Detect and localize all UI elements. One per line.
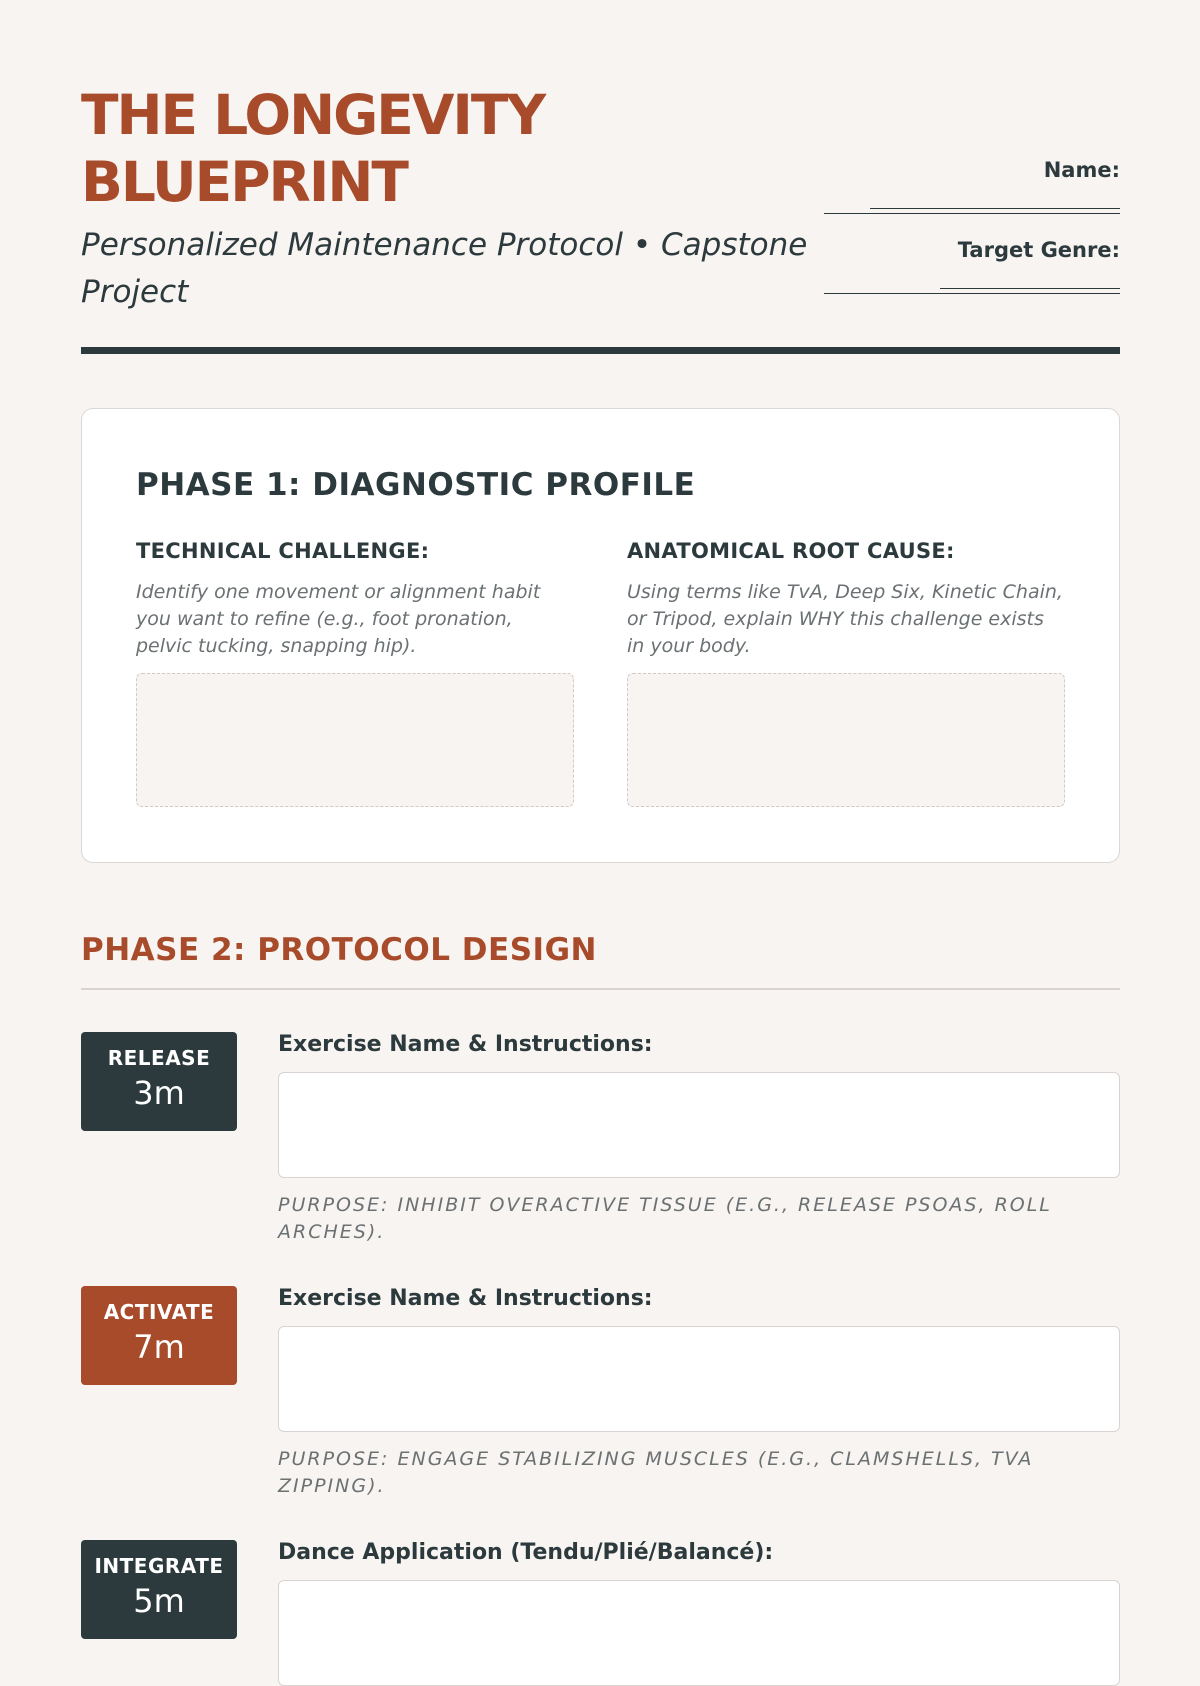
technical-challenge-hint: Identify one movement or alignment habit you want to refine (e.g., foot pronation, pelvic tucking, snapping hip). (136, 581, 541, 657)
dance-application-label: Dance Application (Tendu/Plié/Balancé): (278, 1540, 774, 1565)
name-label: Name: (1043, 158, 1120, 182)
integrate-badge (81, 1540, 237, 1639)
badge-time: 5m (133, 1582, 185, 1620)
release-badge (81, 1032, 237, 1131)
root-cause-heading: ANATOMICAL ROOT CAUSE: (627, 539, 955, 563)
activate-exercise-input[interactable] (278, 1326, 1120, 1432)
badge-label: INTEGRATE (94, 1554, 224, 1578)
technical-challenge-answer-box[interactable] (136, 673, 574, 807)
technical-challenge-heading: TECHNICAL CHALLENGE: (136, 539, 430, 563)
phase1-card (81, 408, 1120, 863)
step-body (278, 1540, 1120, 1686)
dance-application-input[interactable] (278, 1580, 1120, 1686)
phase1-title: PHASE 1: DIAGNOSTIC PROFILE (136, 467, 696, 503)
document-header (81, 82, 1120, 354)
step-body (278, 1286, 1120, 1500)
genre-field[interactable] (824, 264, 1120, 294)
exercise-label: Exercise Name & Instructions: (278, 1032, 653, 1057)
header-divider (81, 347, 1120, 354)
root-cause-answer-box[interactable] (627, 673, 1065, 807)
step-body (278, 1032, 1120, 1246)
badge-time: 3m (133, 1074, 185, 1112)
badge-label: RELEASE (107, 1046, 211, 1070)
document-subtitle: Personalized Maintenance Protocol • Capstone Project (81, 227, 808, 310)
activate-purpose: PURPOSE: ENGAGE STABILIZING MUSCLES (E.G., CLAMSHELLS, TVA ZIPPING). (278, 1448, 1034, 1497)
genre-label: Target Genre: (957, 238, 1120, 262)
root-cause-hint: Using terms like TvA, Deep Six, Kinetic Chain, or Tripod, explain WHY this challenge exists in your body. (627, 581, 1063, 657)
activate-badge (81, 1286, 237, 1385)
exercise-label: Exercise Name & Instructions: (278, 1286, 653, 1311)
document-title: THE LONGEVITY BLUEPRINT (81, 83, 545, 214)
badge-label: ACTIVATE (103, 1300, 215, 1324)
phase2-title: PHASE 2: PROTOCOL DESIGN (81, 932, 597, 968)
root-cause-section (627, 539, 1065, 807)
phase2-divider (81, 988, 1120, 990)
name-field[interactable] (824, 184, 1120, 214)
badge-time: 7m (133, 1328, 185, 1366)
release-purpose: PURPOSE: INHIBIT OVERACTIVE TISSUE (E.G., RELEASE PSOAS, ROLL ARCHES). (278, 1194, 1052, 1243)
release-exercise-input[interactable] (278, 1072, 1120, 1178)
technical-challenge-section (136, 539, 574, 807)
student-meta (824, 158, 1120, 318)
